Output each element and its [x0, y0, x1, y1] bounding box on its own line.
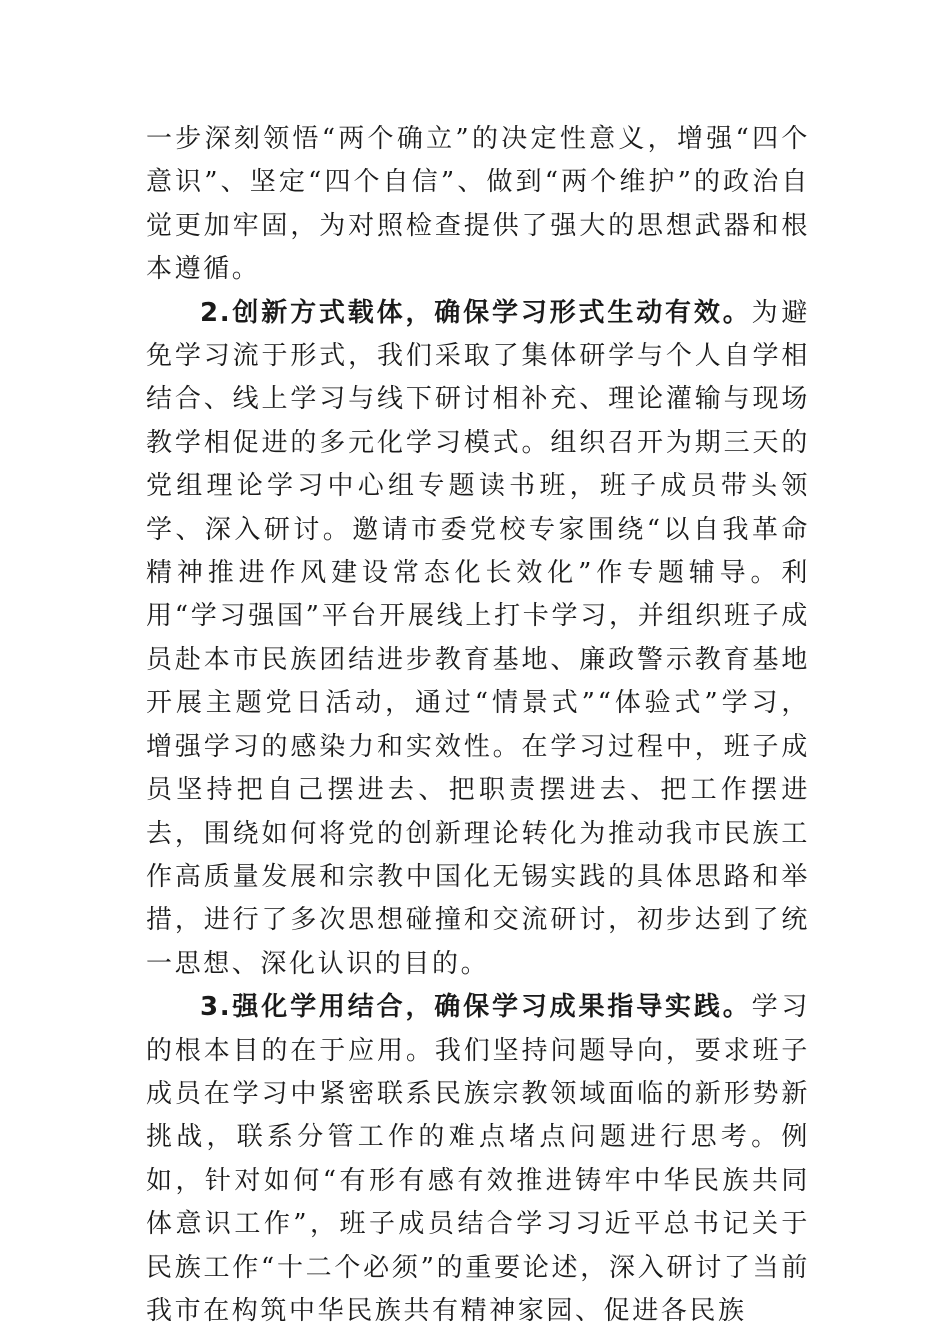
section-2-heading: 2.创新方式载体，确保学习形式生动有效。 [200, 297, 752, 328]
paragraph-continuation [146, 118, 810, 292]
paragraph-1-text: 一步深刻领悟“两个确立”的决定性意义，增强“四个意识”、坚定“四个自信”、做到“两个维护”的政治自觉更加牢固，为对照检查提供了强大的思想武器和根本遵循。 [146, 124, 810, 285]
section-3-text: 学习的根本目的在于应用。我们坚持问题导向，要求班子成员在学习中紧密联系民族宗教领域面临的新形势新挑战，联系分管工作的难点堵点问题进行思考。例如，针对如何“有形有感有效推进铸牢中华民族共同体意识工作”，班子成员结合学习习近平总书记关于民族工作“十二个必须”的重要论述，深入研讨了当前我市在构筑中华民族共有精神家园、促进各民族 [146, 992, 811, 1326]
paragraph-section-3 [146, 986, 810, 1333]
section-3-heading: 3.强化学用结合，确保学习成果指导实践。 [200, 992, 752, 1023]
section-2-text: 为避免学习流于形式，我们采取了集体研学与个人自学相结合、线上学习与线下研讨相补充、理论灌输与现场教学相促进的多元化学习模式。组织召开为期三天的党组理论学习中心组专题读书班，班子成员带头领学、深入研讨。邀请市委党校专家围绕“以自我革命精神推进作风建设常态化长效化”作专题辅导。利用“学习强国”平台开展线上打卡学习，并组织班子成员赴本市民族团结进步教育基地、廉政警示教育基地开展主题党日活动，通过“情景式”“体验式”学习，增强学习的感染力和实效性。在学习过程中，班子成员坚持把自己摆进去、把职责摆进去、把工作摆进去，围绕如何将党的创新理论转化为推动我市民族工作高质量发展和宗教中国化无锡实践的具体思路和举措，进行了多次思想碰撞和交流研讨，初步达到了统一思想、深化认识的目的。 [146, 297, 811, 979]
paragraph-section-2 [146, 292, 810, 987]
document-body [146, 118, 810, 1333]
